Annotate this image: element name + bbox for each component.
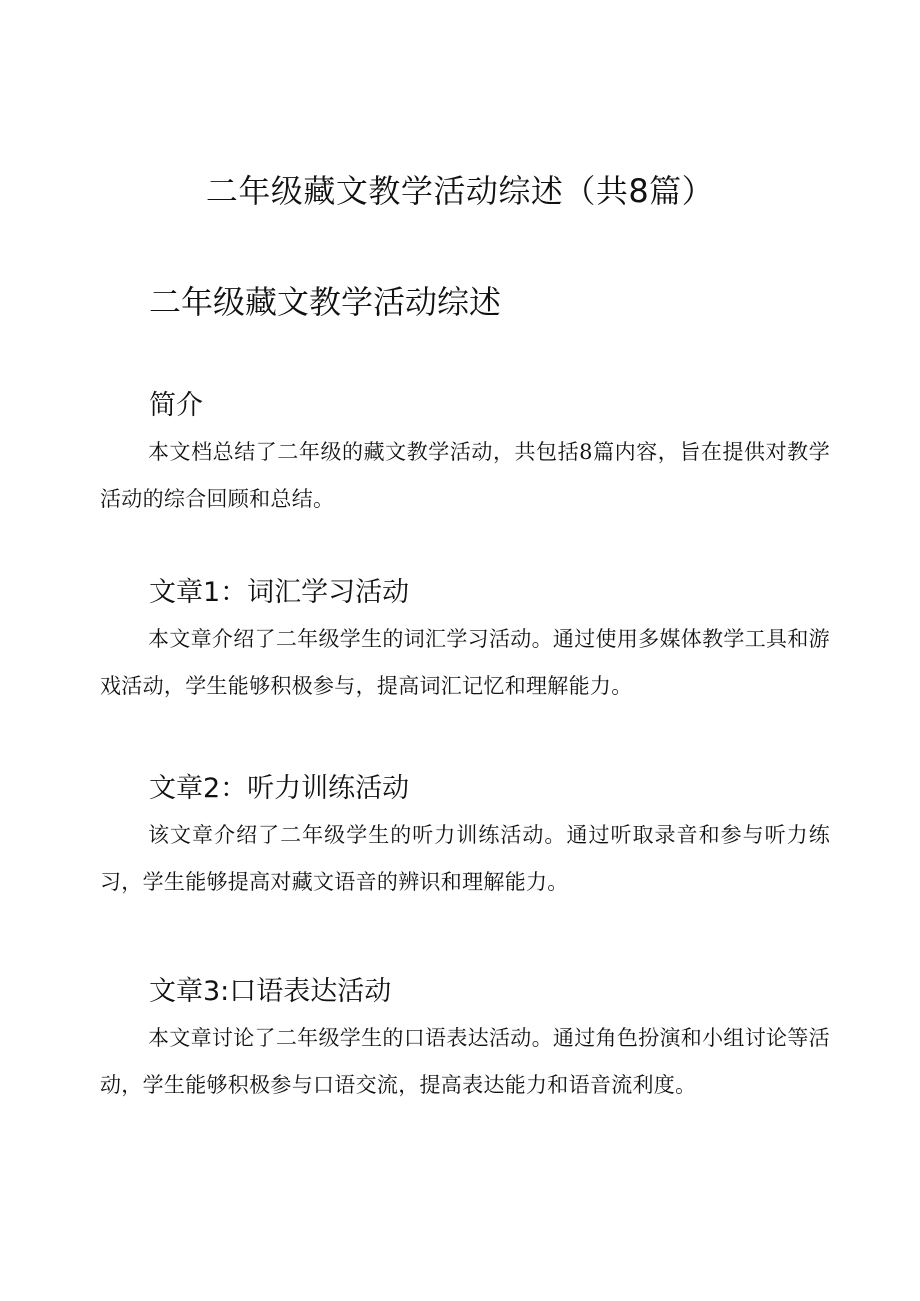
section-article-2 [100, 770, 830, 906]
section-article-1 [100, 574, 830, 710]
section-body: 本文档总结了二年级的藏文教学活动，共包括8篇内容，旨在提供对教学活动的综合回顾和总结。 [100, 440, 830, 511]
section-body: 该文章介绍了二年级学生的听力训练活动。通过听取录音和参与听力练习，学生能够提高对藏文语音的辨识和理解能力。 [100, 823, 830, 894]
section-title: 文章1：词汇学习活动 [149, 577, 410, 608]
section-title: 文章2：听力训练活动 [149, 773, 410, 804]
section-title: 简介 [149, 390, 203, 421]
section-body: 本文章介绍了二年级学生的词汇学习活动。通过使用多媒体教学工具和游戏活动，学生能够积极参与，提高词汇记忆和理解能力。 [100, 627, 830, 698]
section-title: 文章3:口语表达活动 [149, 976, 392, 1007]
section-article-3 [100, 973, 830, 1109]
section-body: 本文章讨论了二年级学生的口语表达活动。通过角色扮演和小组讨论等活动，学生能够积极参与口语交流，提高表达能力和语音流利度。 [100, 1026, 830, 1097]
section-intro [100, 387, 830, 523]
main-title: 二年级藏文教学活动综述（共8篇） [205, 172, 715, 210]
document-heading: 二年级藏文教学活动综述 [149, 283, 502, 321]
